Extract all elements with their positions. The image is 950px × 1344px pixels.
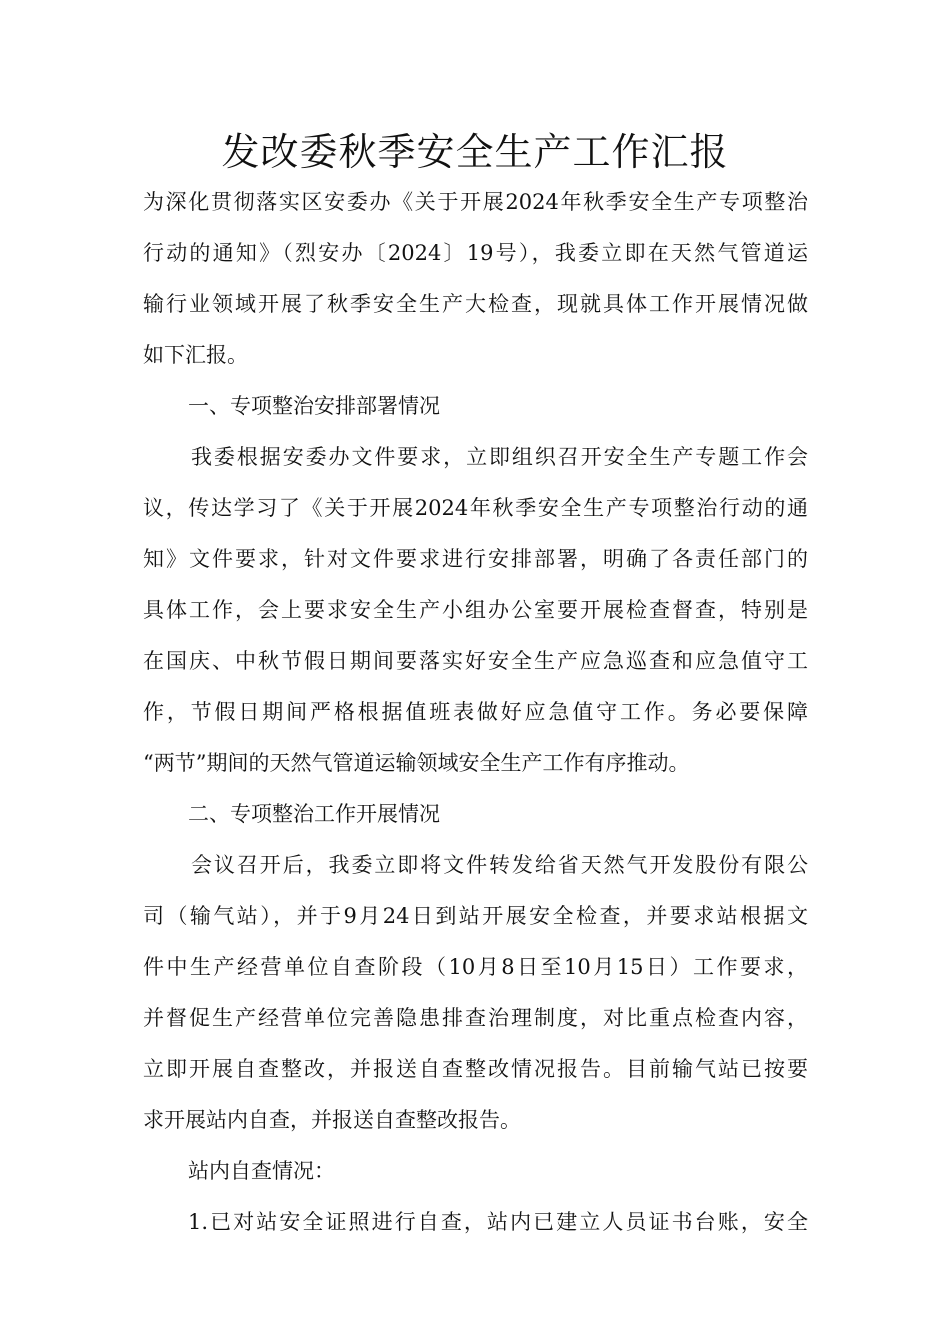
paragraph-line: 行动的通知》（烈安办〔2024〕19号），我委立即在天然气管道运 (143, 241, 808, 265)
paragraph-line: “两节”期间的天然气管道运输领域安全生产工作有序推动。 (143, 751, 690, 775)
paragraph-line: 我委根据安委办文件要求，立即组织召开安全生产专题工作会 (191, 445, 808, 469)
paragraph-line: 知》文件要求，针对文件要求进行安排部署，明确了各责任部门的 (143, 547, 808, 571)
paragraph-line: 司（输气站），并于9月24日到站开展安全检查，并要求站根据文 (143, 904, 808, 928)
paragraph-line: 具体工作，会上要求安全生产小组办公室要开展检查督查，特别是 (143, 598, 808, 622)
paragraph-line: 求开展站内自查，并报送自查整改报告。 (143, 1108, 521, 1132)
paragraph-line: 会议召开后，我委立即将文件转发给省天然气开发股份有限公 (191, 853, 808, 877)
paragraph-line: 输行业领域开展了秋季安全生产大检查，现就具体工作开展情况做 (143, 292, 808, 316)
paragraph-line: 为深化贯彻落实区安委办《关于开展2024年秋季安全生产专项整治 (143, 190, 808, 214)
document-title: 发改委秋季安全生产工作汇报 (221, 130, 729, 174)
paragraph-line: 议，传达学习了《关于开展2024年秋季安全生产专项整治行动的通 (143, 496, 808, 520)
paragraph-line: 立即开展自查整改，并报送自查整改情况报告。目前输气站已按要 (143, 1057, 808, 1081)
paragraph-line: 如下汇报。 (143, 343, 248, 367)
document-body (143, 177, 808, 1248)
paragraph-line: 并督促生产经营单位完善隐患排查治理制度，对比重点检查内容， (143, 1006, 808, 1030)
paragraph-line: 在国庆、中秋节假日期间要落实好安全生产应急巡查和应急值守工 (143, 649, 808, 673)
list-item: 1.已对站安全证照进行自查，站内已建立人员证书台账，安全 (188, 1210, 808, 1234)
paragraph-line: 作，节假日期间严格根据值班表做好应急值守工作。务必要保障 (143, 700, 808, 724)
section-heading-2: 二、专项整治工作开展情况 (188, 802, 440, 826)
subsection-heading: 站内自查情况： (188, 1159, 335, 1183)
section-heading-1: 一、专项整治安排部署情况 (188, 394, 440, 418)
paragraph-line: 件中生产经营单位自查阶段（10月8日至10月15日）工作要求， (143, 955, 808, 979)
